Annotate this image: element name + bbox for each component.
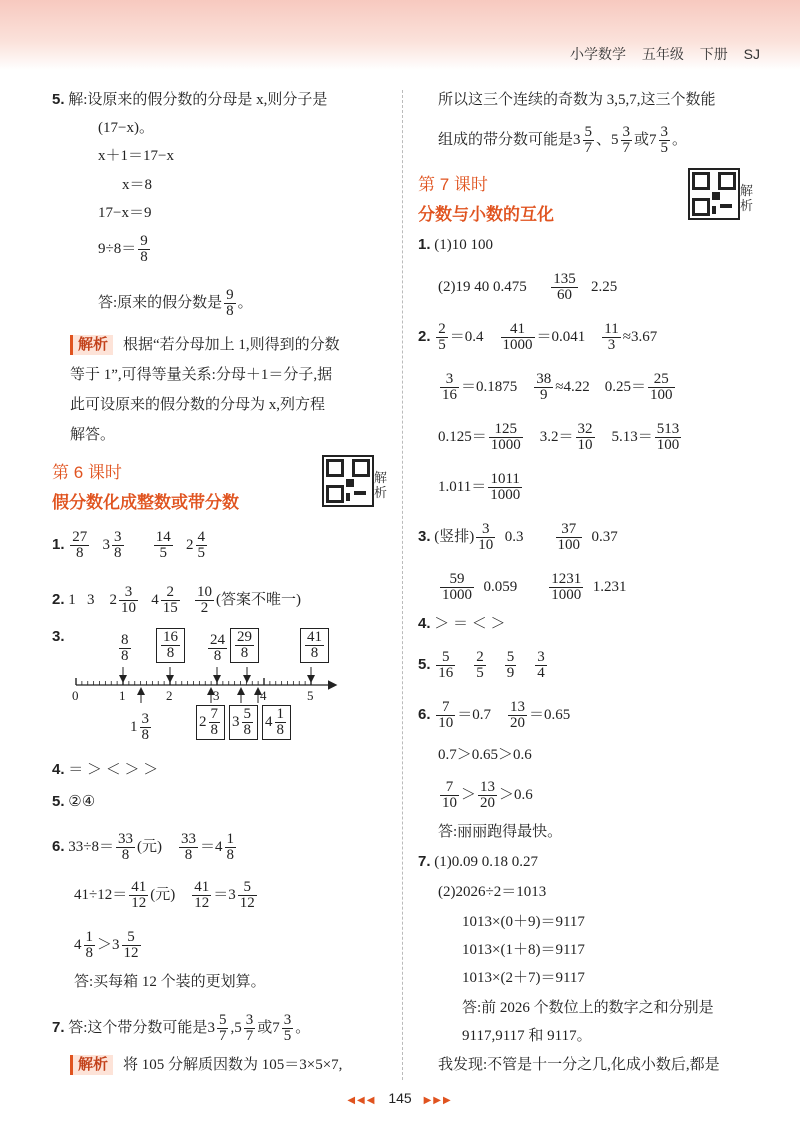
lesson6-title: 第 6 课时	[52, 463, 122, 482]
header-edition: SJ	[743, 46, 760, 62]
l7-q7-line8: 我发现:不管是十一分之几,化成小数后,都是	[438, 1057, 720, 1073]
q3-bottom-3-boxed: 3 $\frac{5}{8}$	[229, 705, 258, 740]
page-number: 145	[388, 1090, 412, 1106]
q3-bottom-2-boxed: 2 $\frac{7}{8}$	[196, 705, 225, 740]
analysis1-line4: 解答。	[70, 427, 116, 443]
q3-top-3: $\frac{24}{8}$	[210, 632, 225, 664]
tick-3: 3	[213, 688, 220, 703]
l7-q7-line4: 1013×(1＋8)＝9117	[462, 942, 585, 958]
r-cont2: 组成的带分数可能是3 $\frac{5}{7}$ 、5 $\frac{3}{7}$ 或7 $\frac{3}{5}$ 。	[438, 124, 688, 156]
analysis2: 解析 将 105 分解质因数为 105＝3×5×7,	[70, 1055, 342, 1075]
q5-line2: (17−x)。	[98, 120, 154, 136]
tick-0: 0	[72, 688, 79, 703]
l6-q2: 2. 1 3 2 $\frac{3}{10}$ 4 $\frac{2}{15}$ $\frac{10}{2}$ (答案不唯一)	[52, 584, 302, 616]
l7-q6-line2: 0.7＞0.65＞0.6	[438, 747, 532, 763]
analysis-tag: 解析	[70, 335, 113, 355]
q5-eq3: 17−x＝9	[98, 205, 152, 221]
l7-q3-row2: $\frac{59}{1000}$ 0.059 $\frac{1231}{1000}$ 1.231	[442, 571, 627, 603]
l7-q6-answer: 答:丽丽跑得最快。	[438, 824, 563, 840]
analysis1-line1: 解析 根据“若分母加上 1,则得到的分数	[70, 335, 340, 355]
lesson7-subtitle: 分数与小数的互化	[418, 205, 554, 224]
l6-q6-compare: 4 $\frac{1}{8}$ ＞3 $\frac{5}{12}$	[74, 929, 139, 961]
analysis1-line2: 等于 1”,可得等量关系:分母＋1＝分子,据	[70, 367, 333, 383]
r-cont1: 所以这三个连续的奇数为 3,5,7,这三个数能	[438, 92, 716, 108]
l6-q7: 7. 答:这个带分数可能是3 $\frac{5}{7}$ ,5 $\frac{3}{7}$ 或7 $\frac{3}{5}$ 。	[52, 1012, 311, 1044]
number-line	[70, 665, 340, 705]
l7-q7-line2: (2)2026÷2＝1013	[438, 884, 547, 900]
lesson7-qr-label: 解析	[740, 183, 754, 213]
l6-q5: 5. ②④	[52, 793, 96, 810]
l7-q6-line1: 6. $\frac{7}{10}$ ＝0.7 $\frac{13}{20}$ ＝0.65	[418, 699, 571, 731]
tick-2: 2	[166, 688, 173, 703]
tick-1: 1	[119, 688, 126, 703]
q5-answer: 答:原来的假分数是 $\frac{9}{8}$ 。	[98, 287, 253, 319]
l7-q1-line2: (2)19 40 0.475 $\frac{135}{60}$ 2.25	[438, 271, 618, 303]
fraction: $\frac{9}{8}$	[226, 287, 234, 319]
l7-q6-compare: $\frac{7}{10}$ ＞ $\frac{13}{20}$ ＞0.6	[442, 779, 533, 811]
l6-q1: 1. $\frac{27}{8}$ 3 $\frac{3}{8}$ $\frac{14}{5}$ 2 $\frac{4}{5}$	[52, 529, 206, 561]
l7-q7-line6: 答:前 2026 个数位上的数字之和分别是	[462, 1000, 714, 1016]
q5-eq4: 9÷8＝ $\frac{9}{8}$	[98, 233, 148, 265]
l6-q6-answer: 答:买每箱 12 个装的更划算。	[74, 974, 266, 990]
l6-q6-line1: 6. 33÷8＝ $\frac{33}{8}$ (元) $\frac{33}{8}$ ＝4 $\frac{1}{8}$	[52, 831, 235, 863]
prev-arrows-icon: ◀◀◀	[347, 1095, 377, 1106]
l7-q3-row1: 3. (竖排) $\frac{3}{10}$ 0.3 $\frac{37}{100}$ 0.37	[418, 521, 618, 553]
page-footer	[0, 1090, 800, 1106]
page-header	[558, 44, 760, 64]
q3-bottom-1: 1 $\frac{3}{8}$	[130, 711, 149, 743]
l7-q7-line5: 1013×(2＋7)＝9117	[462, 970, 585, 986]
fraction: $\frac{9}{8}$	[140, 233, 148, 265]
q5-eq1: x＋1＝17−x	[98, 148, 174, 164]
q5-line1: 5. 解:设原来的假分数的分母是 x,则分子是	[52, 91, 328, 108]
q5-eq2: x＝8	[122, 177, 153, 193]
analysis1-line3: 此可设原来的假分数的分母为 x,列方程	[70, 397, 326, 413]
l7-q2-row3: 0.125＝ $\frac{125}{1000}$ 3.2＝ $\frac{32}{10}$ 5.13＝ $\frac{513}{100}$	[438, 421, 680, 453]
q3-bottom-4-boxed: 4 $\frac{1}{8}$	[262, 705, 291, 740]
l7-q5: 5. $\frac{5}{16}$ $\frac{2}{5}$ $\frac{5}{9}$ $\frac{3}{4}$	[418, 649, 545, 681]
l7-q2-row2: $\frac{3}{16}$ ＝0.1875 $\frac{38}{9}$ ≈4.22 0.25＝ $\frac{25}{100}$	[442, 371, 673, 403]
q3-top-1: $\frac{8}{8}$	[121, 632, 129, 664]
tick-4: 4	[260, 688, 267, 703]
header-volume: 下册	[699, 46, 728, 62]
lesson7-qr-code[interactable]	[688, 168, 740, 220]
lesson7-title: 第 7 课时	[418, 175, 488, 194]
lesson6-qr-label: 解析	[374, 470, 388, 500]
l7-q4: 4. ＞ ＝ ＜ ＞	[418, 615, 506, 632]
analysis-tag: 解析	[70, 1055, 113, 1075]
l6-q6-line2: 41÷12＝ $\frac{41}{12}$ (元) $\frac{41}{12}$ ＝3 $\frac{5}{12}$	[74, 879, 255, 911]
column-divider	[402, 90, 403, 1080]
l7-q2-row4: 1.011＝ $\frac{1011}{1000}$	[438, 471, 521, 503]
lesson6-qr-code[interactable]	[322, 455, 374, 507]
l7-q7-line3: 1013×(0＋9)＝9117	[462, 914, 585, 930]
next-arrows-icon: ▶▶▶	[423, 1095, 453, 1106]
l7-q7-line1: 7. (1)0.09 0.18 0.27	[418, 853, 539, 870]
q3-top-4-boxed: $\frac{29}{8}$	[230, 628, 259, 663]
header-grade: 五年级	[641, 46, 684, 62]
q3-top-5-boxed: $\frac{41}{8}$	[300, 628, 329, 663]
l7-q2-row1: 2. $\frac{2}{5}$ ＝0.4 $\frac{41}{1000}$ ＝0.041 $\frac{11}{3}$ ≈3.67	[418, 321, 658, 353]
l7-q7-line7: 9117,9117 和 9117。	[462, 1028, 592, 1044]
tick-5: 5	[307, 688, 314, 703]
header-subject: 小学数学	[569, 46, 626, 62]
q3-top-2-boxed: $\frac{16}{8}$	[156, 628, 185, 663]
lesson6-subtitle: 假分数化成整数或带分数	[52, 493, 239, 512]
l7-q1-line1: 1. (1)10 100	[418, 236, 494, 253]
l6-q4: 4. ＝ ＞ ＜ ＞ ＞	[52, 761, 159, 778]
l6-q3-number: 3.	[52, 628, 65, 645]
